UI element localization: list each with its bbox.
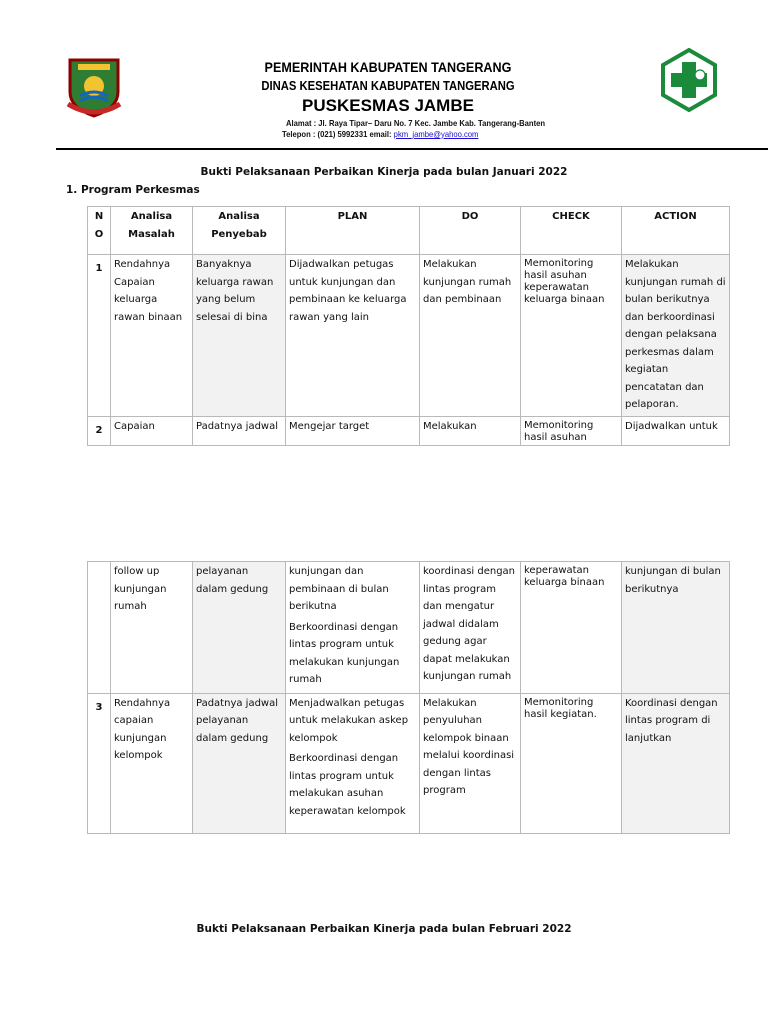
kabupaten-tangerang-emblem bbox=[66, 56, 122, 120]
header-health-office: DINAS KESEHATAN KABUPATEN TANGERANG bbox=[261, 79, 515, 93]
cell-check: keperawatan keluarga binaan bbox=[521, 562, 622, 694]
header-phone bbox=[282, 129, 478, 139]
cell-penyebab: Padatnya jadwal bbox=[193, 417, 286, 446]
pdca-table-part2 bbox=[87, 561, 730, 834]
cell-plan bbox=[286, 562, 420, 694]
header-phone-label: Telepon : (021) 5992331 email: bbox=[282, 129, 394, 139]
cell-action: kunjungan di bulan berikutnya bbox=[622, 562, 730, 694]
plan-paragraph: Menjadwalkan petugas untuk melakukan askep kelompok bbox=[289, 697, 409, 744]
header-do: DO bbox=[420, 207, 521, 255]
cell-masalah: follow up kunjungan rumah bbox=[111, 562, 193, 694]
header-government: PEMERINTAH KABUPATEN TANGERANG bbox=[264, 59, 512, 75]
cell-penyebab: Banyaknya keluarga rawan yang belum selesai di bina bbox=[193, 255, 286, 417]
cell-do: Melakukan bbox=[420, 417, 521, 446]
header-plan: PLAN bbox=[286, 207, 420, 255]
puskesmas-logo bbox=[659, 48, 719, 112]
plan-paragraph: Berkoordinasi dengan lintas program untuk melakukan kunjungan rumah bbox=[289, 621, 400, 685]
cell-action: Dijadwalkan untuk bbox=[622, 417, 730, 446]
title-february: Bukti Pelaksanaan Perbaikan Kinerja pada bulan Februari 2022 bbox=[196, 923, 572, 935]
header-email-link[interactable]: pkm_jambe@yahoo.com bbox=[393, 129, 479, 139]
table-row bbox=[88, 417, 730, 446]
cell-check: Memonitoring hasil asuhan keperawatan keluarga binaan bbox=[521, 255, 622, 417]
header-address: Alamat : Jl. Raya Tipar– Daru No. 7 Kec. Jambe Kab. Tangerang-Banten bbox=[286, 118, 546, 128]
cell-penyebab: pelayanan dalam gedung bbox=[193, 562, 286, 694]
row-number: 1 bbox=[88, 255, 111, 417]
plan-paragraph: kunjungan dan pembinaan di bulan berikutna bbox=[289, 566, 389, 612]
cell-check: Memonitoring hasil kegiatan. bbox=[521, 693, 622, 833]
header-check: CHECK bbox=[521, 207, 622, 255]
cell-check: Memonitoring hasil asuhan bbox=[521, 417, 622, 446]
row-number: 3 bbox=[88, 693, 111, 833]
cell-do: Melakukan kunjungan rumah dan pembinaan bbox=[420, 255, 521, 417]
cell-do: koordinasi dengan lintas program dan mengatur jadwal didalam gedung agar dapat melakukan kunjungan rumah bbox=[420, 562, 521, 694]
cell-do: Melakukan penyuluhan kelompok binaan melalui koordinasi dengan lintas program bbox=[420, 693, 521, 833]
header-no: N O bbox=[88, 207, 111, 255]
cell-penyebab: Padatnya jadwal pelayanan dalam gedung bbox=[193, 693, 286, 833]
cell-masalah: Rendahnya Capaian keluarga rawan binaan bbox=[111, 255, 193, 417]
plan-paragraph: Berkoordinasi dengan lintas program untuk melakukan asuhan keperawatan kelompok bbox=[289, 753, 406, 817]
cell-plan: Dijadwalkan petugas untuk kunjungan dan pembinaan ke keluarga rawan yang lain bbox=[286, 255, 420, 417]
section-heading: 1. Program Perkesmas bbox=[66, 184, 200, 196]
title-january: Bukti Pelaksanaan Perbaikan Kinerja pada bulan Januari 2022 bbox=[200, 166, 568, 178]
cell-masalah: Capaian bbox=[111, 417, 193, 446]
header-action: ACTION bbox=[622, 207, 730, 255]
cell-masalah: Rendahnya capaian kunjungan kelompok bbox=[111, 693, 193, 833]
header-divider bbox=[56, 148, 768, 150]
cell-action: Koordinasi dengan lintas program di lanjutkan bbox=[622, 693, 730, 833]
cell-action: Melakukan kunjungan rumah di bulan berikutnya dan berkoordinasi dengan pelaksana perkesmas dalam kegiatan pencatatan dan pelaporan. bbox=[622, 255, 730, 417]
pdca-table-part1 bbox=[87, 206, 730, 446]
table-row bbox=[88, 562, 730, 694]
row-number bbox=[88, 562, 111, 694]
header-puskesmas: PUSKESMAS JAMBE bbox=[302, 96, 474, 115]
cell-plan bbox=[286, 693, 420, 833]
header-analisa-penyebab: Analisa Penyebab bbox=[193, 207, 286, 255]
table-row bbox=[88, 255, 730, 417]
table-header-row bbox=[88, 207, 730, 255]
header-analisa-masalah: Analisa Masalah bbox=[111, 207, 193, 255]
cell-plan: Mengejar target bbox=[286, 417, 420, 446]
table-row bbox=[88, 693, 730, 833]
row-number: 2 bbox=[88, 417, 111, 446]
